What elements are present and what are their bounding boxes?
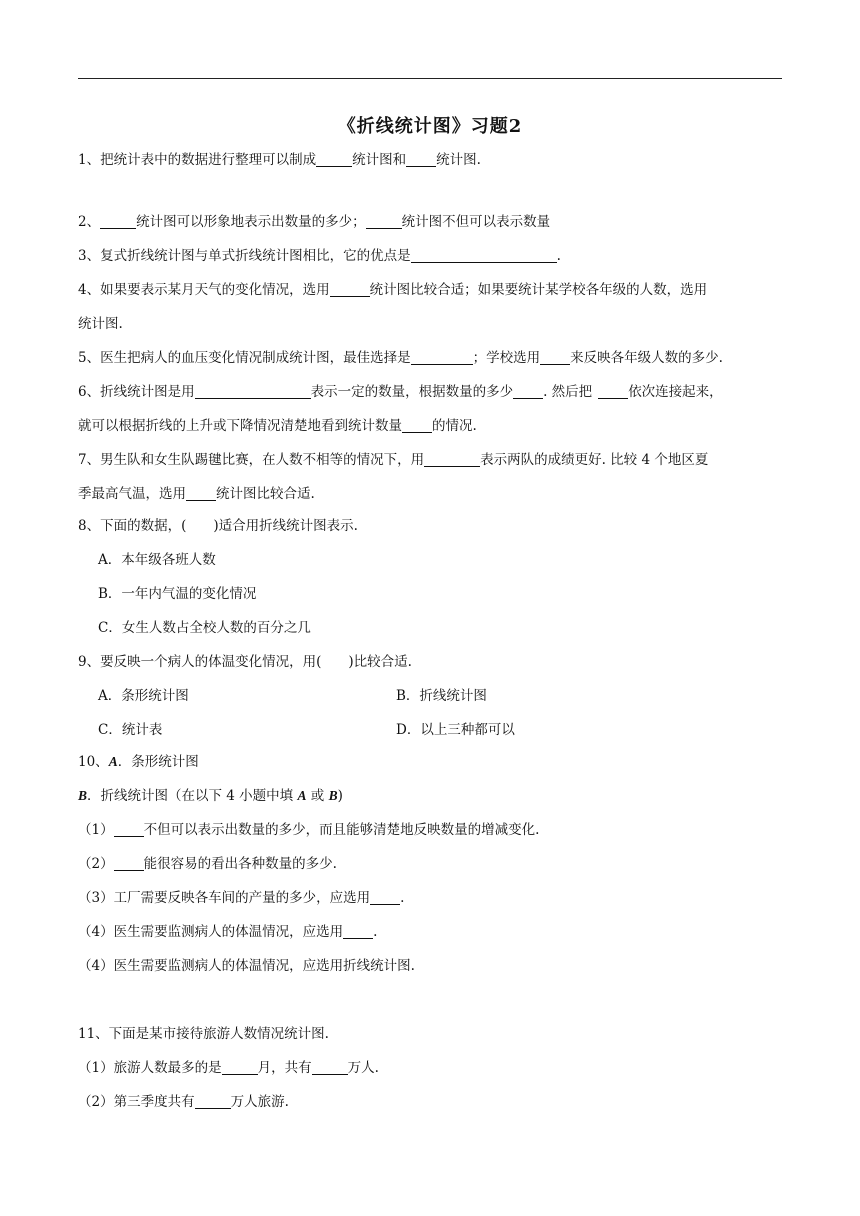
question-10-option-a: 10、A．条形统计图 (78, 754, 199, 770)
q9-option-c[interactable]: C．统计表 (98, 722, 163, 738)
q10-sub-1: （1） 不但可以表示出数量的多少，而且能够清楚地反映数量的增减变化. (78, 822, 540, 838)
answer-blank[interactable] (312, 1060, 348, 1075)
q9-option-b[interactable]: B．折线统计图 (396, 688, 487, 704)
question-3: 3、复式折线统计图与单式折线统计图相比，它的优点是 . (78, 248, 561, 264)
question-7-line-1: 7、男生队和女生队踢毽比赛，在人数不相等的情况下，用 表示两队的成绩更好. 比较 4 个地区夏 (78, 452, 709, 468)
answer-blank[interactable] (406, 152, 436, 167)
q10-sub-4: （4）医生需要监测病人的体温情况，应选用 . (78, 924, 378, 940)
q10-sub-4-answer: （4）医生需要监测病人的体温情况，应选用折线统计图. (78, 958, 415, 974)
answer-blank[interactable] (411, 350, 473, 365)
question-5: 5、医生把病人的血压变化情况制成统计图，最佳选择是 ；学校选用 来反映各年级人数的多少. (78, 350, 723, 366)
answer-blank[interactable] (100, 214, 136, 229)
question-1: 1、把统计表中的数据进行整理可以制成 统计图和 统计图. (78, 152, 481, 168)
answer-blank[interactable] (540, 350, 570, 365)
question-8-stem: 8、下面的数据，( )适合用折线统计图表示. (78, 518, 358, 534)
q10-sub-2: （2） 能很容易的看出各种数量的多少. (78, 856, 337, 872)
answer-blank[interactable] (186, 486, 216, 501)
q9-option-a[interactable]: A．条形统计图 (98, 688, 189, 704)
answer-blank[interactable] (195, 384, 311, 399)
q8-option-b[interactable]: B．一年内气温的变化情况 (98, 586, 257, 602)
question-9-stem: 9、要反映一个病人的体温变化情况，用( )比较合适. (78, 654, 412, 670)
question-4-line-2: 统计图. (78, 316, 123, 332)
answer-blank[interactable] (114, 822, 144, 837)
answer-blank[interactable] (598, 384, 628, 399)
question-7-line-2: 季最高气温，选用 统计图比较合适. (78, 486, 315, 502)
q8-option-c[interactable]: C．女生人数占全校人数的百分之几 (98, 620, 311, 636)
q9-option-d[interactable]: D．以上三种都可以 (396, 722, 515, 738)
answer-blank[interactable] (343, 924, 373, 939)
header-rule (78, 78, 782, 79)
answer-blank[interactable] (366, 214, 402, 229)
q11-sub-1: （1）旅游人数最多的是 月，共有 万人. (78, 1060, 379, 1076)
question-6-line-2: 就可以根据折线的上升或下降情况清楚地看到统计数量 的情况. (78, 418, 477, 434)
answer-blank[interactable] (424, 452, 480, 467)
answer-blank[interactable] (222, 1060, 258, 1075)
answer-blank[interactable] (316, 152, 352, 167)
answer-blank[interactable] (411, 248, 557, 263)
answer-blank[interactable] (402, 418, 432, 433)
q10-sub-3: （3）工厂需要反映各车间的产量的多少，应选用 . (78, 890, 405, 906)
answer-blank[interactable] (370, 890, 400, 905)
answer-blank[interactable] (513, 384, 543, 399)
question-11-stem: 11、下面是某市接待旅游人数情况统计图. (78, 1026, 329, 1042)
page-title: 《折线统计图》习题2 (337, 116, 523, 137)
answer-blank[interactable] (330, 282, 370, 297)
q8-option-a[interactable]: A．本年级各班人数 (98, 552, 216, 568)
answer-blank[interactable] (195, 1094, 231, 1109)
question-4-line-1: 4、如果要表示某月天气的变化情况，选用 统计图比较合适；如果要统计某学校各年级的人数，选用 (78, 282, 708, 298)
question-6-line-1: 6、折线统计图是用 表示一定的数量，根据数量的多少 . 然后把 依次连接起来， (78, 384, 723, 400)
answer-blank[interactable] (114, 856, 144, 871)
q11-sub-2: （2）第三季度共有 万人旅游. (78, 1094, 289, 1110)
question-2: 2、 统计图可以形象地表示出数量的多少； 统计图不但可以表示数量 (78, 214, 551, 230)
question-10-option-b: B．折线统计图（在以下 4 小题中填 A 或 B) (78, 788, 343, 804)
